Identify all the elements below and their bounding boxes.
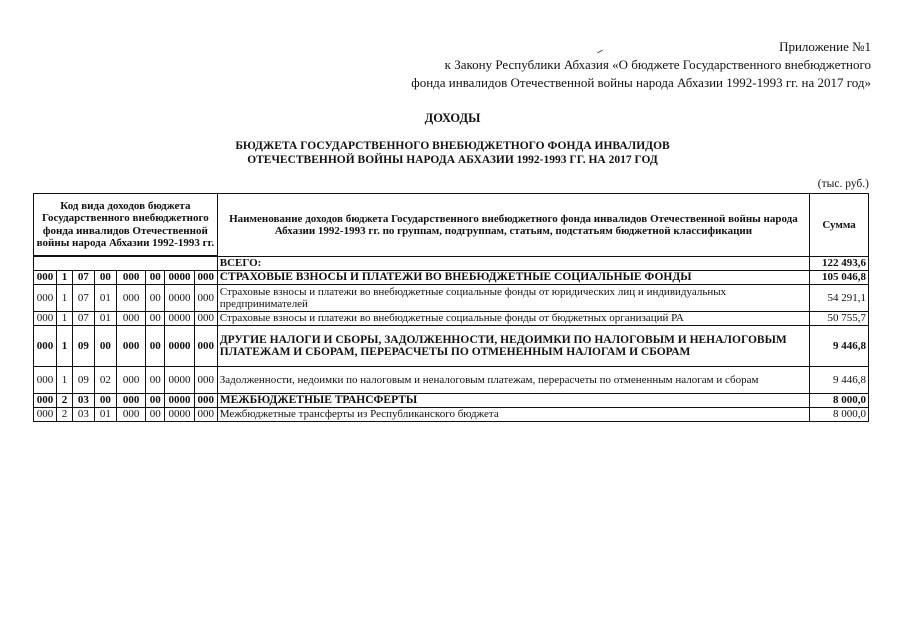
code-admin: 000 xyxy=(34,367,57,394)
code-subarticle: 000 xyxy=(116,408,145,422)
code-article: 00 xyxy=(94,326,116,367)
code-article: 00 xyxy=(94,271,116,285)
code-admin: 000 xyxy=(34,312,57,326)
code-admin: 000 xyxy=(34,326,57,367)
revenue-name: Страховые взносы и платежи во внебюджетные социальные фонды от бюджетных организаций РА xyxy=(217,312,809,326)
revenue-name: ДРУГИЕ НАЛОГИ И СБОРЫ, ЗАДОЛЖЕННОСТИ, НЕДОИМКИ ПО НАЛОГОВЫМ И НЕНАЛОГОВЫМ ПЛАТЕЖАМ И СБОРАМ, ПЕРЕРАСЧЕТЫ ПО ОТМЕНЕННЫМ НАЛОГАМ И СБОРАМ xyxy=(217,326,809,367)
code-subarticle: 000 xyxy=(116,326,145,367)
code-program: 0000 xyxy=(165,367,194,394)
table-row xyxy=(34,326,869,367)
code-subarticle: 000 xyxy=(116,394,145,408)
table-row xyxy=(34,271,869,285)
revenue-name: Задолженности, недоимки по налоговым и неналоговым платежам, перерасчеты по отмененным налогам и сборам xyxy=(217,367,809,394)
document-title-line-2: ОТЕЧЕСТВЕННОЙ ВОЙНЫ НАРОДА АБХАЗИИ 1992-1993 ГГ. НА 2017 ГОД xyxy=(247,154,658,166)
code-element: 00 xyxy=(146,271,165,285)
revenue-name: Межбюджетные трансферты из Республиканского бюджета xyxy=(217,408,809,422)
code-element: 00 xyxy=(146,408,165,422)
code-subgroup: 03 xyxy=(72,408,94,422)
code-subarticle: 000 xyxy=(116,285,145,312)
code-element: 00 xyxy=(146,394,165,408)
revenue-sum: 8 000,0 xyxy=(810,408,869,422)
code-subgroup: 07 xyxy=(72,271,94,285)
code-article: 02 xyxy=(94,367,116,394)
code-admin: 000 xyxy=(34,271,57,285)
code-economic: 000 xyxy=(194,367,217,394)
appendix-line-2: к Закону Республики Абхазия «О бюджете Государственного внебюджетного xyxy=(444,57,871,72)
revenue-name: Страховые взносы и платежи во внебюджетные социальные фонды от юридических лиц и индивидуальных предпринимателей xyxy=(217,285,809,312)
code-subgroup: 09 xyxy=(72,367,94,394)
code-subgroup: 07 xyxy=(72,312,94,326)
code-program: 0000 xyxy=(165,326,194,367)
document-title-line-1: БЮДЖЕТА ГОСУДАРСТВЕННОГО ВНЕБЮДЖЕТНОГО ФОНДА ИНВАЛИДОВ xyxy=(235,140,670,152)
code-program: 0000 xyxy=(165,271,194,285)
revenue-table xyxy=(33,193,869,422)
code-economic: 000 xyxy=(194,285,217,312)
revenue-sum: 50 755,7 xyxy=(810,312,869,326)
code-group: 2 xyxy=(57,408,73,422)
header-name: Наименование доходов бюджета Государственного внебюджетного фонда инвалидов Отечественной войны народа Абхазии 1992-1993 гг. по группам, подгруппам, статьям, подстатьям бюджетной классификации xyxy=(217,194,809,257)
revenue-sum: 105 046,8 xyxy=(810,271,869,285)
revenue-name: МЕЖБЮДЖЕТНЫЕ ТРАНСФЕРТЫ xyxy=(217,394,809,408)
code-economic: 000 xyxy=(194,408,217,422)
appendix-note xyxy=(231,38,871,92)
code-program: 0000 xyxy=(165,394,194,408)
revenue-sum: 9 446,8 xyxy=(810,326,869,367)
code-subgroup: 07 xyxy=(72,285,94,312)
code-article: 01 xyxy=(94,312,116,326)
code-element: 00 xyxy=(146,312,165,326)
code-group: 1 xyxy=(57,367,73,394)
header-sum: Сумма xyxy=(810,194,869,257)
total-label: ВСЕГО: xyxy=(217,257,809,271)
code-subgroup: 09 xyxy=(72,326,94,367)
table-row xyxy=(34,312,869,326)
code-economic: 000 xyxy=(194,312,217,326)
code-element: 00 xyxy=(146,367,165,394)
code-subgroup: 03 xyxy=(72,394,94,408)
code-economic: 000 xyxy=(194,271,217,285)
header-code: Код вида доходов бюджета Государственного внебюджетного фонда инвалидов Отечественной войны народа Абхазии 1992-1993 гг. xyxy=(34,194,218,256)
code-admin: 000 xyxy=(34,408,57,422)
revenue-sum: 9 446,8 xyxy=(810,367,869,394)
code-admin: 000 xyxy=(34,285,57,312)
appendix-line-1: Приложение №1 xyxy=(779,39,871,54)
code-group: 2 xyxy=(57,394,73,408)
code-article: 01 xyxy=(94,285,116,312)
code-article: 00 xyxy=(94,394,116,408)
document-heading: ДОХОДЫ xyxy=(424,111,481,125)
table-row xyxy=(34,408,869,422)
code-element: 00 xyxy=(146,326,165,367)
code-economic: 000 xyxy=(194,394,217,408)
code-subarticle: 000 xyxy=(116,367,145,394)
revenue-name: СТРАХОВЫЕ ВЗНОСЫ И ПЛАТЕЖИ ВО ВНЕБЮДЖЕТНЫЕ СОЦИАЛЬНЫЕ ФОНДЫ xyxy=(217,271,809,285)
units-label: (тыс. руб.) xyxy=(817,178,869,190)
code-subarticle: 000 xyxy=(116,312,145,326)
revenue-sum: 54 291,1 xyxy=(810,285,869,312)
code-element: 00 xyxy=(146,285,165,312)
total-sum: 122 493,6 xyxy=(810,257,869,271)
code-program: 0000 xyxy=(165,285,194,312)
code-group: 1 xyxy=(57,312,73,326)
revenue-sum: 8 000,0 xyxy=(810,394,869,408)
code-group: 1 xyxy=(57,326,73,367)
code-article: 01 xyxy=(94,408,116,422)
table-row xyxy=(34,367,869,394)
appendix-line-3: фонда инвалидов Отечественной войны народа Абхазии 1992-1993 гг. на 2017 год» xyxy=(411,75,871,90)
code-group: 1 xyxy=(57,285,73,312)
code-economic: 000 xyxy=(194,326,217,367)
code-admin: 000 xyxy=(34,394,57,408)
total-code-blank xyxy=(34,257,218,271)
total-row xyxy=(34,257,869,271)
table-header-row xyxy=(34,194,869,256)
code-subarticle: 000 xyxy=(116,271,145,285)
code-group: 1 xyxy=(57,271,73,285)
code-program: 0000 xyxy=(165,408,194,422)
table-row xyxy=(34,285,869,312)
code-program: 0000 xyxy=(165,312,194,326)
table-row xyxy=(34,394,869,408)
